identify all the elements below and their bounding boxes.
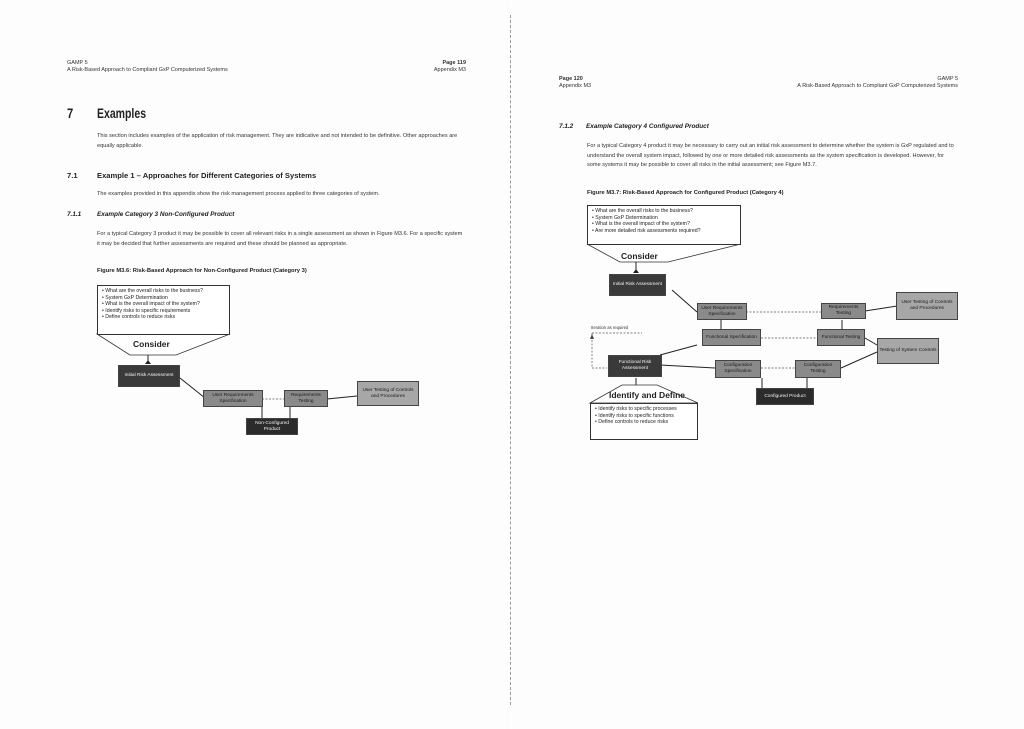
consider-label: Consider: [621, 251, 658, 261]
right-page: [512, 0, 1024, 729]
diagram-connectors: [512, 0, 1024, 729]
subsubsection-number: 7.1.2: [559, 123, 574, 130]
urs-box: User Requirements Specification: [697, 303, 747, 320]
config-spec-box: Configuration Specification: [715, 360, 761, 378]
product-box: Non-Configured Product: [246, 418, 298, 435]
page-number: Page 120: [559, 76, 583, 82]
page-number: Page 119: [442, 60, 466, 66]
header-subtitle: A Risk-Based Approach to Compliant GxP Computerized Systems: [797, 83, 958, 89]
req-testing-box: Requirements Testing: [284, 390, 328, 407]
product-box: Configured Product: [756, 388, 814, 405]
identify-label: Identify and Define: [609, 390, 686, 400]
header-subtitle: A Risk-Based Approach to Compliant GxP Computerized Systems: [67, 67, 228, 73]
functional-risk-box: Functional Risk Assessment: [608, 355, 662, 377]
section-number: 7: [67, 105, 74, 121]
callout-item: • What is the overall impact of the system?: [592, 221, 736, 228]
diagram-callout: [97, 285, 230, 335]
callout-item: • Define controls to reduce risks: [595, 419, 693, 426]
initial-risk-box: Initial Risk Assessment: [609, 274, 666, 296]
page-gutter: [510, 15, 511, 705]
initial-risk-box: Initial Risk Assessment: [118, 365, 180, 387]
callout-item: • Define controls to reduce risks: [102, 314, 225, 321]
subsubsection-title: Example Category 4 Configured Product: [586, 123, 709, 130]
appendix-label: Appendix M3: [433, 67, 466, 73]
callout-item: • Identify risks to specific functions: [595, 413, 693, 420]
figure-caption: Figure M3.6: Risk-Based Approach for Non-Configured Product (Category 3): [97, 268, 307, 274]
section-title: Examples: [97, 105, 147, 121]
subsubsection-paragraph: For a typical Category 3 product it may be possible to cover all relevant risks in a single assessment as shown in Figure M3.6. For a specific system it may be decided that further assessments are required and these should be planned as appropriate.: [97, 231, 463, 247]
iteration-note: Iteration as required: [591, 325, 629, 330]
subsubsection-number: 7.1.1: [67, 211, 82, 218]
subsection-paragraph: The examples provided in this appendix show the risk management process applied to three categories of system.: [97, 191, 380, 197]
figure-caption: Figure M3.7: Risk-Based Approach for Configured Product (Category 4): [587, 190, 784, 196]
callout-item: • What are the overall risks to the business?: [592, 208, 736, 215]
left-page: [0, 0, 510, 729]
user-testing-box: User Testing of Controls and Procedures: [896, 292, 958, 320]
subsubsection-paragraph: For a typical Category 4 product it may be necessary to carry out an initial risk assessment to determine whether the system is GxP regulated and to understand the overall system impact, followed by one or more detailed risk assessments as the system specification is developed. However, for some systems it may be possible to cover all risks in the initial assessment; see Figure M3.7.: [587, 143, 954, 169]
callout-item: • Are more detailed risk assessments required?: [592, 228, 736, 235]
subsubsection-title: Example Category 3 Non-Configured Product: [97, 211, 235, 218]
subsection-number: 7.1: [67, 171, 78, 180]
callout-item: • System GxP Determination: [102, 295, 225, 302]
consider-label: Consider: [133, 339, 170, 349]
diagram-bottom-callout: [590, 403, 698, 440]
intro-paragraph: This section includes examples of the application of risk management. They are indicative and not intended to be definitive. Other approaches are equally applicable.: [97, 133, 458, 149]
callout-item: • What is the overall impact of the system?: [102, 301, 225, 308]
func-spec-box: Functional Specification: [702, 329, 761, 346]
subsection-title: Example 1 – Approaches for Different Categories of Systems: [97, 171, 317, 180]
diagram-callout: [587, 205, 741, 245]
config-testing-box: Configuration Testing: [795, 360, 841, 378]
header-gamp: GAMP 5: [937, 76, 958, 82]
req-testing-box: Requirements Testing: [821, 303, 866, 319]
urs-box: User Requirements Specification: [203, 390, 263, 407]
appendix-label: Appendix M3: [559, 83, 592, 89]
testing-controls-box: Testing of System Controls: [877, 338, 939, 364]
callout-item: • Identify risks to specific requirements: [102, 308, 225, 315]
header-gamp: GAMP 5: [67, 60, 88, 66]
diagram-connectors: [0, 0, 510, 729]
user-testing-box: User Testing of Controls and Procedures: [357, 381, 419, 406]
callout-item: • System GxP Determination: [592, 215, 736, 222]
callout-item: • What are the overall risks to the business?: [102, 288, 225, 295]
callout-item: • Identify risks to specific processes: [595, 406, 693, 413]
func-testing-box: Functional Testing: [817, 329, 865, 346]
